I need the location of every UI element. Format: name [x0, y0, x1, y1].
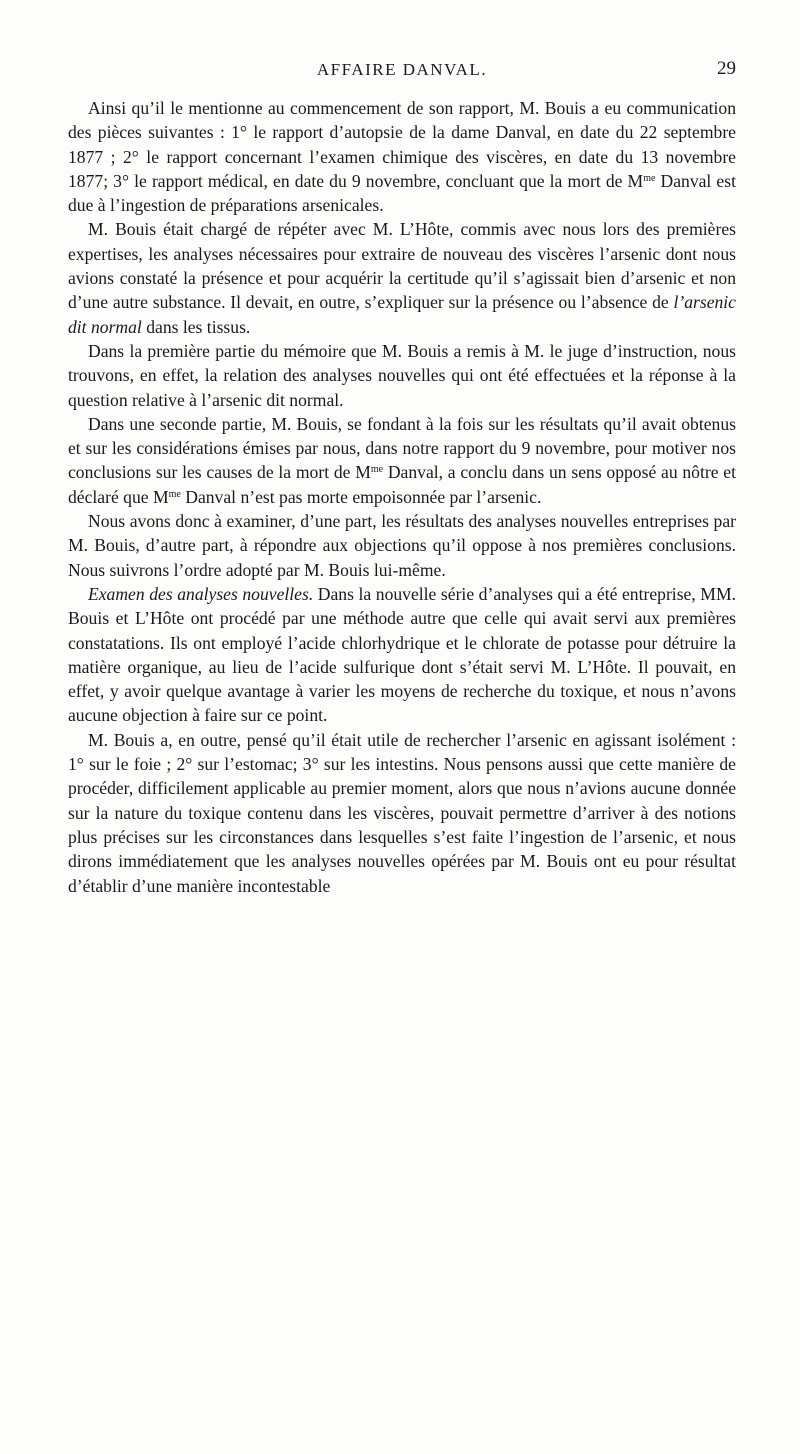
page-number: 29	[717, 58, 736, 79]
text-run: Dans la nouvelle série d’analyses qui a été entreprise, MM. Bouis et L’Hôte ont procédé par une méthode autre que celle qui avait servi aux premières constatations. Ils ont employé l’acide chlorhydrique et le chlorate de potasse pour détruire la matière organique, au lieu de l’acide sulfurique dont s’était servi M. L’Hôte. Il pouvait, en effet, y avoir quelque avantage à varier les moyens de recherche du toxique, et nous n’avons aucune objection à faire sur ce point.	[68, 583, 736, 726]
text-run: Dans une seconde partie, M. Bouis, se fondant à la fois sur les résultats qu’il avait obtenus et sur les considérations émises par nous, dans notre rapport du 9 novembre, pour motiver nos conclusions sur les causes de la mort de M	[68, 413, 736, 483]
paragraph	[68, 217, 736, 338]
italic-text: Examen des analyses nouvelles.	[88, 583, 314, 604]
running-head	[68, 56, 736, 86]
text-run: Nous avons donc à examiner, d’une part, les résultats des analyses nouvelles entreprises par M. Bouis, d’autre part, à répondre aux objections qu’il oppose à nos premières conclusions. Nous suivrons l’ordre adopté par M. Bouis lui-même.	[68, 511, 736, 580]
paragraph	[68, 339, 736, 412]
text-run: Danval est due à l’ingestion de préparations arsenicales.	[68, 170, 736, 216]
paragraph	[68, 412, 736, 509]
text-run: M. Bouis était chargé de répéter avec M. L’Hôte, commis avec nous lors des premières expertises, les analyses nécessaires pour extraire de nouveau des viscères l’arsenic dont nous avions constaté la présence et pour acquérir la certitude qu’il s’agissait bien d’arsenic et non d’une autre substance. Il devait, en outre, s’expliquer sur la présence ou l’absence de	[68, 219, 736, 313]
italic-text: l’arsenic dit normal	[68, 292, 736, 337]
text-run: Danval, a conclu dans un sens opposé au nôtre et déclaré que M	[68, 462, 736, 507]
body-text	[68, 96, 736, 898]
superscript: me	[370, 464, 384, 476]
paragraph	[68, 582, 736, 728]
paragraph	[68, 509, 736, 582]
superscript: me	[643, 172, 656, 184]
text-run: Dans la première partie du mémoire que M. Bouis a remis à M. le juge d’instruction, nous trouvons, en effet, la relation des analyses nouvelles qui ont été effectuées et la réponse à la question relative à l’arsenic dit normal.	[68, 340, 736, 410]
superscript: me	[168, 488, 181, 500]
text-run: Ainsi qu’il le mentionne au commencement de son rapport, M. Bouis a eu communication des pièces suivantes : 1° le rapport d’autopsie de la dame Danval, en date du 22 septembre 1877 ; 2° le rapport concernant l’examen chimique des viscères, en date du 13 novembre 1877; 3° le rapport médical, en date du 9 novembre, concluant que la mort de M	[68, 98, 736, 191]
text-run: Danval n’est pas morte empoisonnée par l’arsenic.	[180, 486, 542, 507]
running-title: AFFAIRE DANVAL.	[316, 60, 488, 79]
text-run: dans les tissus.	[141, 316, 251, 337]
paragraph	[68, 728, 736, 898]
paragraph	[68, 96, 736, 217]
text-run: M. Bouis a, en outre, pensé qu’il était utile de rechercher l’arsenic en agissant isolément : 1° sur le foie ; 2° sur l’estomac; 3° sur les intestins. Nous pensons aussi que cette manière de procéder, difficilement applicable au premier moment, alors que nous n’avions aucune donnée sur la nature du toxique contenu dans les viscères, pouvait permettre d’arriver à des notions plus précises sur les circonstances dans lesquelles s’est faite l’ingestion de l’arsenic, et nous dirons immédiatement que les analyses nouvelles opérées par M. Bouis ont eu pour résultat d’établir d’une manière incontestable	[68, 729, 736, 896]
